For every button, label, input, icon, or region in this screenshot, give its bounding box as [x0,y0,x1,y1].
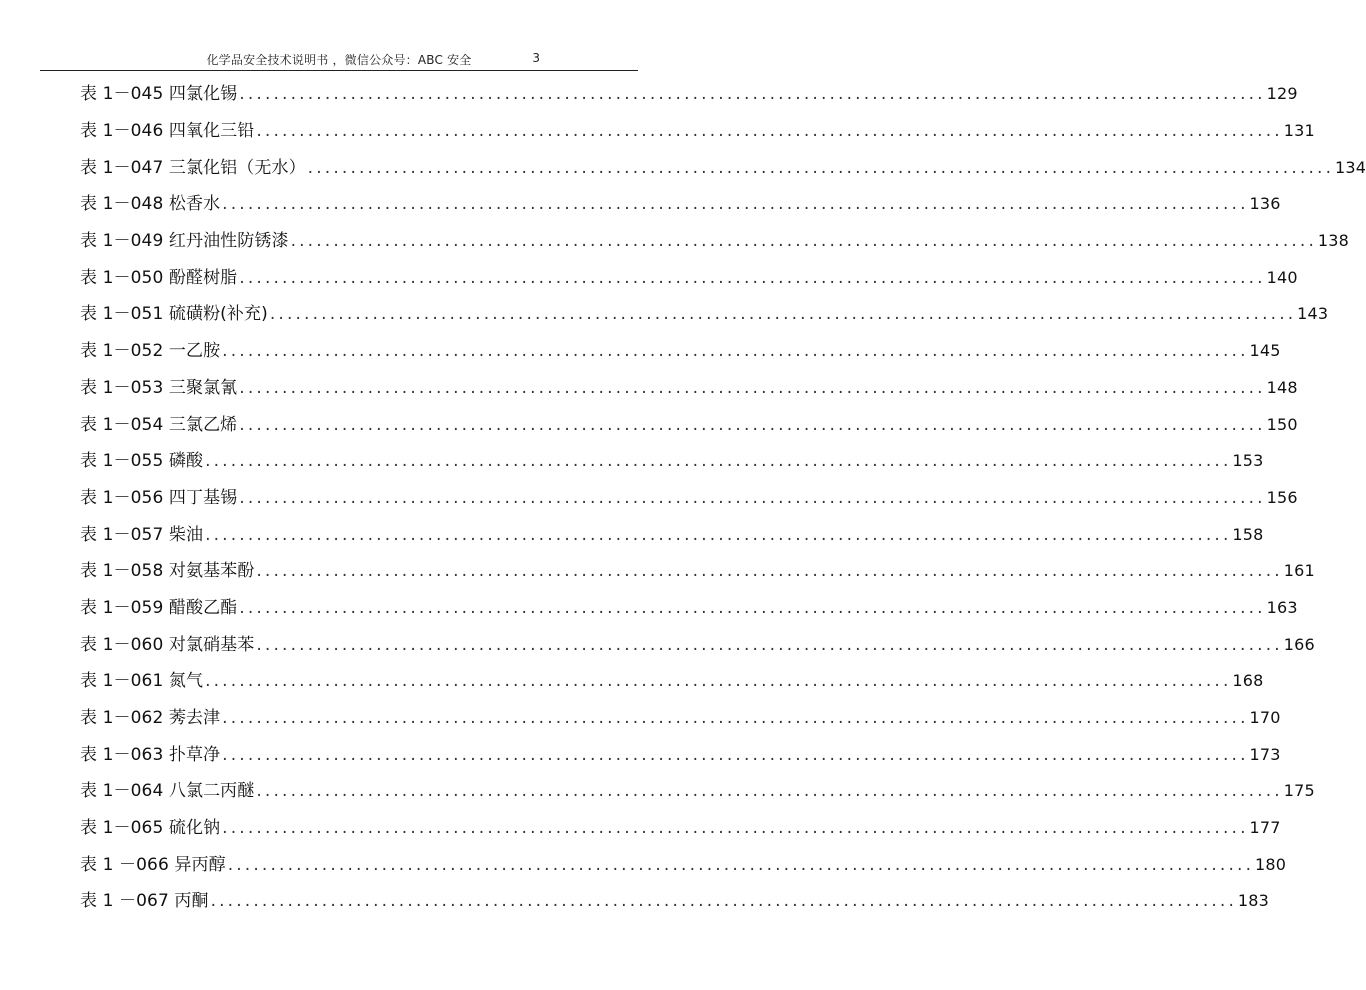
toc-entry [80,76,1298,113]
toc-entry [80,113,1315,150]
toc-entry [80,223,1350,260]
toc-entry-title: 表 1－058 对氨基苯酚 [80,561,255,582]
toc-entry-page: 143 [1297,304,1329,324]
toc-entry-title: 表 1－050 酚醛树脂 [80,267,238,288]
toc-entry [80,259,1298,296]
dot-leader: ........................................................................................................................ [239,267,1266,288]
toc-entry-page: 150 [1266,414,1298,434]
toc-entry [80,663,1264,700]
dot-leader: ........................................................................................................................ [222,708,1249,729]
toc-entry [80,846,1287,883]
toc-entry-title: 表 1－054 三氯乙烯 [80,414,238,435]
dot-leader: ........................................................................................................................ [239,487,1266,508]
toc-entry-page: 158 [1232,524,1264,544]
page-header [40,48,638,71]
toc-entry [80,810,1281,847]
toc-entry-title: 表 1－046 四氧化三铅 [80,121,255,142]
header-page-number: 3 [532,51,540,65]
toc-entry-page: 161 [1283,561,1315,581]
header-title: 化学品安全技术说明书 ，微信公众号：ABC 安全 [206,53,472,67]
toc-entry [80,370,1298,407]
toc-entry [80,553,1315,590]
dot-leader: ........................................................................................................................ [256,634,1283,655]
toc-entry-title: 表 1－065 硫化钠 [80,818,221,839]
toc-entry-page: 180 [1255,854,1287,874]
toc-entry-page: 153 [1232,451,1264,471]
toc-entry-title: 表 1－056 四丁基锡 [80,487,238,508]
toc-entry-title: 表 1－049 红丹油性防锈漆 [80,231,289,252]
toc-entry [80,736,1281,773]
toc-entry-page: 134 [1335,157,1366,177]
toc-entry-page: 175 [1283,781,1315,801]
toc-entry-page: 168 [1232,671,1264,691]
toc-entry [80,296,1329,333]
toc-entry [80,406,1298,443]
toc-entry-title: 表 1－055 磷酸 [80,451,204,472]
toc-entry [80,186,1281,223]
toc-entry-page: 136 [1249,194,1281,214]
toc-entry-page: 170 [1249,708,1281,728]
dot-leader: ........................................................................................................................ [239,597,1266,618]
toc-entry-title: 表 1－052 一乙胺 [80,341,221,362]
toc-entry-page: 131 [1283,121,1315,141]
toc-entry [80,443,1264,480]
toc-entry [80,149,1366,186]
toc-entry [80,516,1264,553]
toc-entry [80,700,1281,737]
dot-leader: ........................................................................................................................ [210,891,1238,912]
dot-leader: ........................................................................................................................ [307,157,1335,178]
dot-leader: ........................................................................................................................ [239,84,1266,105]
toc-entry-page: 140 [1266,267,1298,287]
toc-entry-page: 177 [1249,818,1281,838]
toc-entry-title: 表 1－045 四氯化锡 [80,84,238,105]
toc-entry-page: 183 [1237,891,1270,911]
dot-leader: ........................................................................................................................ [256,121,1283,142]
toc-entry-title: 表 1－047 三氯化铝（无水） [80,157,306,178]
dot-leader: ........................................................................................................................ [239,414,1266,435]
dot-leader: ........................................................................................................................ [222,194,1249,215]
toc-entry-title: 表 1－048 松香水 [80,194,221,215]
toc-entry-page: 145 [1249,341,1281,361]
dot-leader: ........................................................................................................................ [205,671,1232,692]
dot-leader: ........................................................................................................................ [205,524,1232,545]
toc-entry-title: 表 1－061 氮气 [80,671,204,692]
toc-entry-page: 166 [1283,634,1315,654]
toc-entry [80,480,1298,517]
toc-entry-page: 173 [1249,744,1281,764]
toc-entry [80,626,1315,663]
dot-leader: ........................................................................................................................ [222,818,1249,839]
dot-leader: ........................................................................................................................ [239,377,1266,398]
toc-entry-title: 表 1－062 莠去津 [80,708,221,729]
toc-entry [80,773,1315,810]
toc-entry-page: 129 [1266,84,1298,104]
dot-leader: ........................................................................................................................ [222,744,1249,765]
toc-entry-title: 表 1－051 硫磺粉(补充) [80,304,268,325]
toc-entry-title: 表 1 －066 异丙醇 [80,854,226,875]
toc-entry-page: 148 [1266,377,1298,397]
toc-entry-title: 表 1 －067 丙酮 [80,891,209,912]
dot-leader: ........................................................................................................................ [222,341,1249,362]
toc-entry-title: 表 1－063 扑草净 [80,744,221,765]
toc-entry [80,590,1298,627]
toc-entry [80,883,1270,920]
dot-leader: ........................................................................................................................ [256,561,1283,582]
dot-leader: ........................................................................................................................ [290,231,1318,252]
dot-leader: ........................................................................................................................ [227,854,1255,875]
dot-leader: ........................................................................................................................ [269,304,1297,325]
table-of-contents [80,76,1366,920]
toc-entry-title: 表 1－053 三聚氯氰 [80,377,238,398]
toc-entry-page: 163 [1266,597,1298,617]
toc-entry-title: 表 1－060 对氯硝基苯 [80,634,255,655]
toc-entry-title: 表 1－059 醋酸乙酯 [80,597,238,618]
toc-entry-page: 156 [1266,487,1298,507]
dot-leader: ........................................................................................................................ [256,781,1283,802]
toc-entry-page: 138 [1317,231,1350,251]
toc-entry-title: 表 1－057 柴油 [80,524,204,545]
toc-entry [80,333,1281,370]
dot-leader: ........................................................................................................................ [205,451,1232,472]
toc-entry-title: 表 1－064 八氯二丙醚 [80,781,255,802]
